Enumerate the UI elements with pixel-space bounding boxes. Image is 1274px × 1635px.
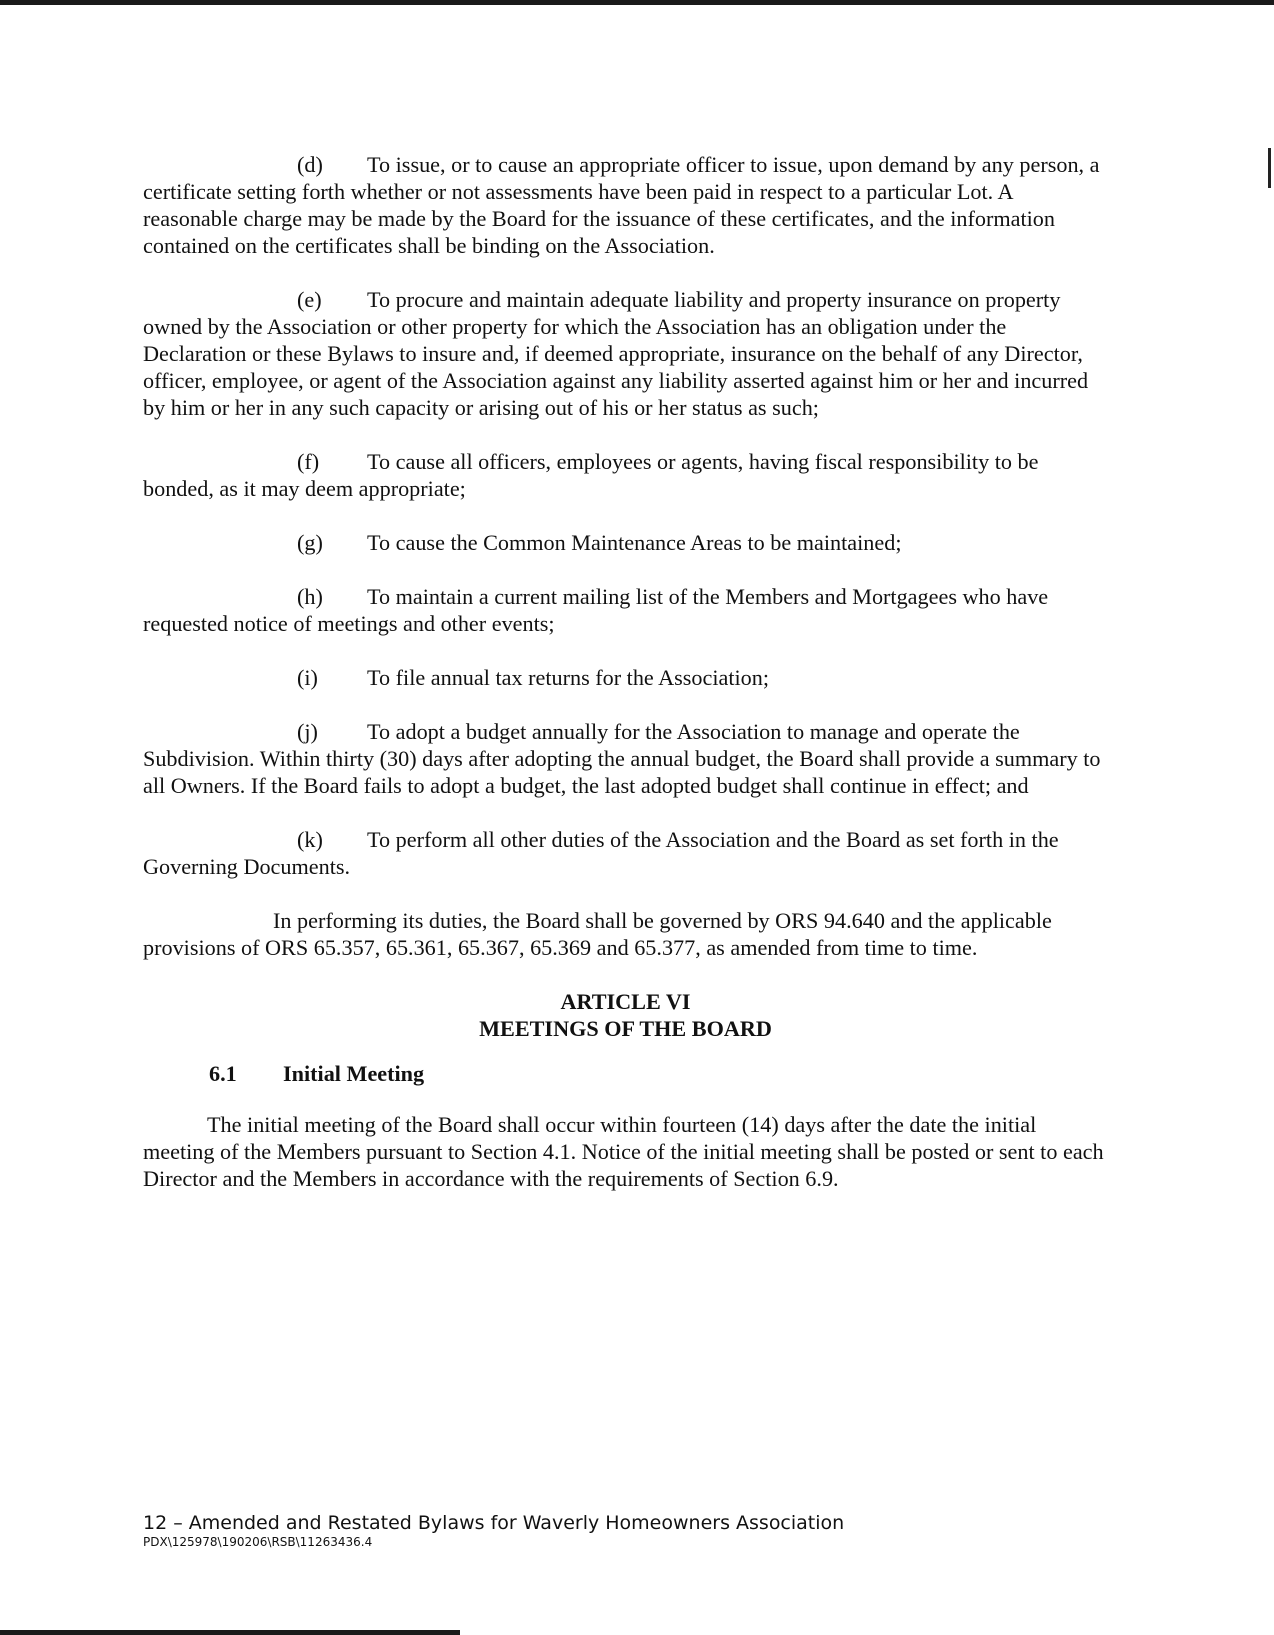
footer-reference: PDX\125978\190206\RSB\11263436.4: [143, 1535, 373, 1549]
item-text: To maintain a current mailing list of the Members and Mortgagees who have requested notice of meetings and other events;: [143, 584, 1049, 636]
article-heading: [143, 988, 1108, 1042]
list-item: [143, 448, 1108, 502]
list-item: [143, 583, 1108, 637]
item-tag: (g): [297, 530, 323, 555]
list-item: [143, 718, 1108, 799]
item-text: To file annual tax returns for the Association;: [367, 665, 770, 690]
scan-edge-bottom: [0, 1630, 460, 1635]
closing-paragraph-text: In performing its duties, the Board shall be governed by ORS 94.640 and the applicable provisions of ORS 65.357, 65.361, 65.367, 65.369 and 65.377, as amended from time to time.: [143, 908, 1052, 960]
closing-paragraph: [143, 907, 1108, 961]
list-item: [143, 286, 1108, 421]
document-page: [143, 151, 1108, 1219]
footer-title: 12 – Amended and Restated Bylaws for Waverly Homeowners Association: [143, 1512, 845, 1534]
item-tag: (h): [297, 584, 323, 609]
section-heading: [209, 1060, 1108, 1087]
list-item: [143, 529, 1108, 556]
section-paragraph: [143, 1111, 1108, 1192]
scan-edge-right: [1268, 148, 1271, 188]
item-tag: (d): [297, 152, 323, 177]
section-title: Initial Meeting: [283, 1061, 425, 1086]
list-item: [143, 151, 1108, 259]
article-number: ARTICLE VI: [560, 989, 691, 1014]
item-text: To cause all officers, employees or agents, having fiscal responsibility to be bonded, as it may deem appropriate;: [143, 449, 1039, 501]
item-text: To procure and maintain adequate liability and property insurance on property owned by the Association or other property for which the Association has an obligation under the Declaration or these Bylaws to insure and, if deemed appropriate, insurance on the behalf of any Director, officer, employee, or agent of the Association against any liability asserted against him or her and incurred by him or her in any such capacity or arising out of his or her status as such;: [143, 287, 1089, 420]
item-tag: (k): [297, 827, 323, 852]
article-title: MEETINGS OF THE BOARD: [479, 1016, 772, 1041]
item-text: To cause the Common Maintenance Areas to be maintained;: [367, 530, 902, 555]
section-number: 6.1: [209, 1061, 237, 1086]
item-tag: (i): [297, 665, 318, 690]
page-footer: [143, 1511, 844, 1550]
list-item: [143, 826, 1108, 880]
item-text: To adopt a budget annually for the Association to manage and operate the Subdivision. Within thirty (30) days after adopting the annual budget, the Board shall provide a summary to all Owners. If the Board fails to adopt a budget, the last adopted budget shall continue in effect; and: [143, 719, 1101, 798]
scan-edge-top: [0, 0, 1274, 5]
section-text: The initial meeting of the Board shall occur within fourteen (14) days after the date the initial meeting of the Members pursuant to Section 4.1. Notice of the initial meeting shall be posted or sent to each Director and the Members in accordance with the requirements of Section 6.9.: [143, 1112, 1104, 1191]
item-text: To issue, or to cause an appropriate officer to issue, upon demand by any person, a certificate setting forth whether or not assessments have been paid in respect to a particular Lot. A reasonable charge may be made by the Board for the issuance of these certificates, and the information contained on the certificates shall be binding on the Association.: [143, 152, 1100, 258]
item-tag: (f): [297, 449, 320, 474]
item-tag: (e): [297, 287, 322, 312]
item-tag: (j): [297, 719, 318, 744]
item-text: To perform all other duties of the Association and the Board as set forth in the Governing Documents.: [143, 827, 1059, 879]
list-item: [143, 664, 1108, 691]
